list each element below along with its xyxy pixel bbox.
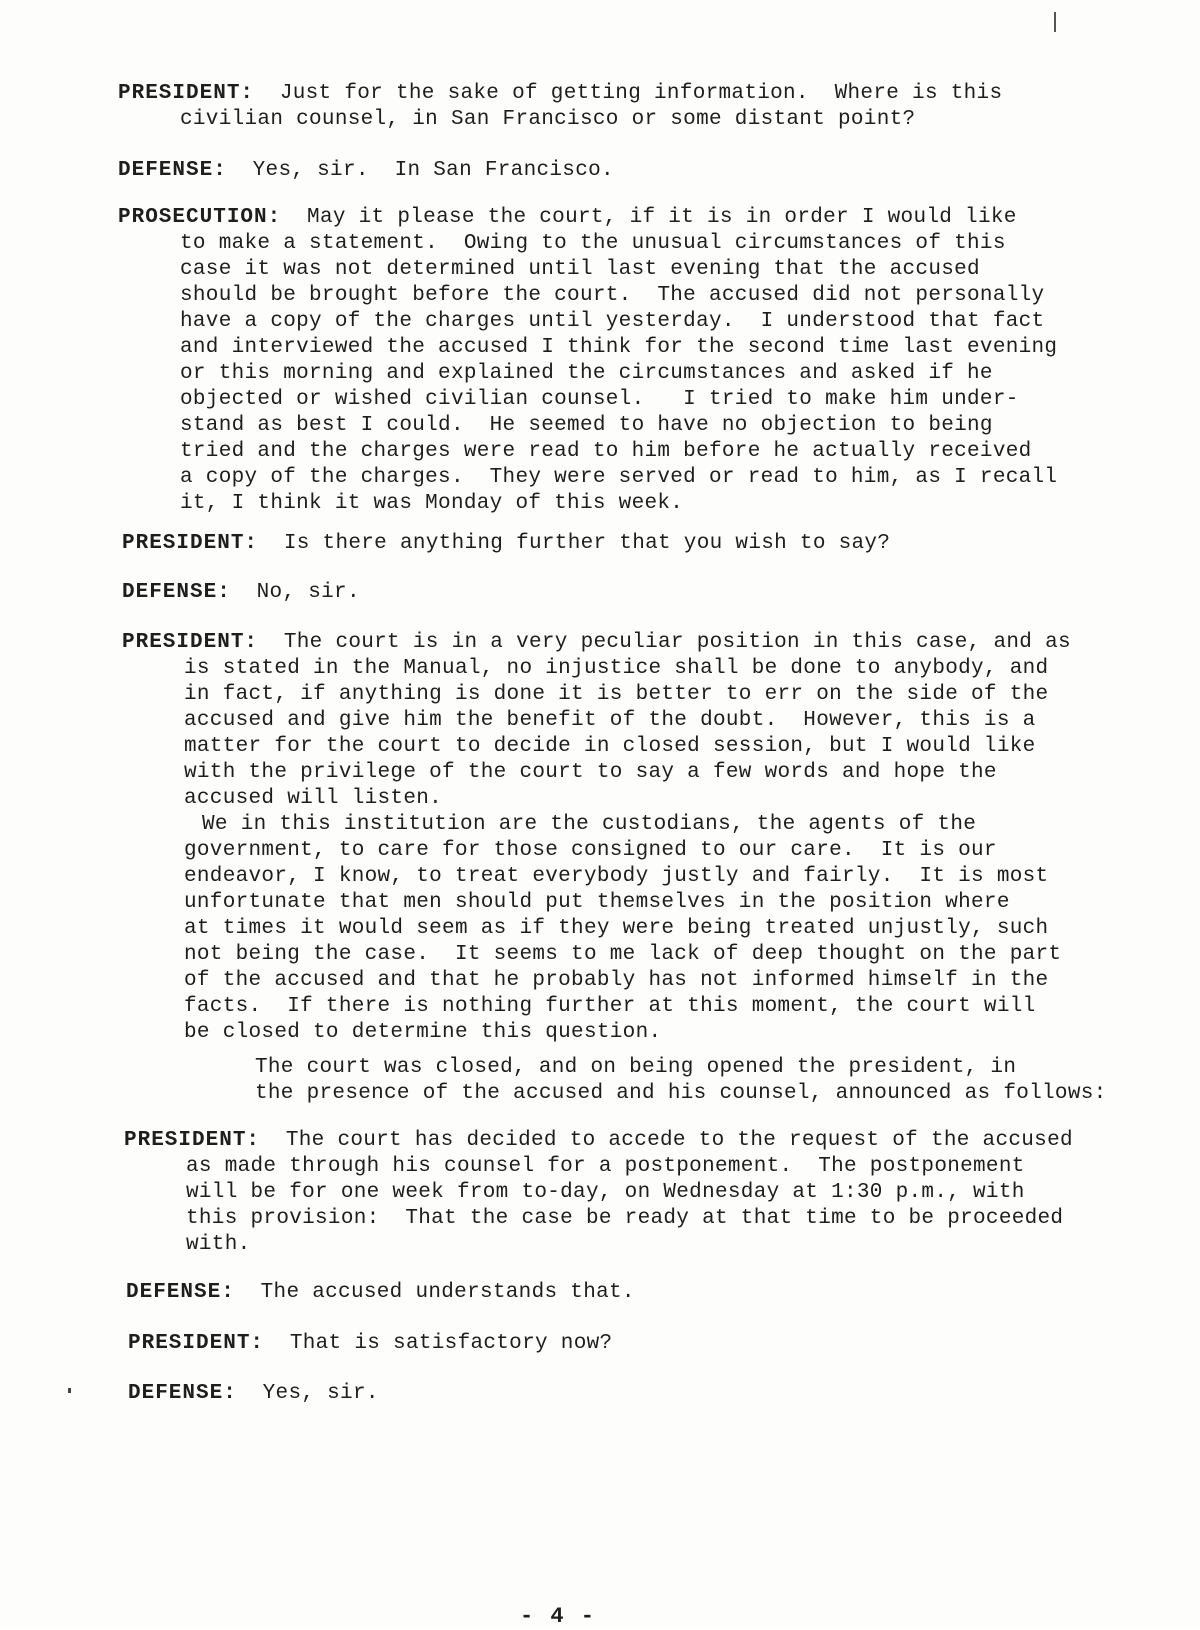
speaker-label: PRESIDENT: [128, 1332, 265, 1355]
speaker-label: PRESIDENT: [124, 1129, 261, 1152]
entry-text: accused and give him the benefit of the doubt. However, this is a [184, 709, 1036, 732]
court-narration [255, 1055, 1115, 1107]
speaker-label: PRESIDENT: [118, 82, 255, 105]
entry-text: May it please the court, if it is in order I would like [307, 206, 1017, 229]
transcript-entry-defense-3 [126, 1280, 1086, 1306]
speaker-label: DEFENSE: [128, 1382, 237, 1405]
transcript-entry-defense-1 [118, 158, 1078, 184]
entry-text: is stated in the Manual, no injustice shall be done to anybody, and [184, 657, 1049, 680]
margin-mark [1054, 12, 1056, 32]
entry-text: accused will listen. [184, 787, 443, 810]
entry-text: case it was not determined until last evening that the accused [180, 258, 980, 281]
entry-text: Yes, sir. In San Francisco. [252, 159, 614, 182]
entry-text: unfortunate that men should put themselves in the position where [184, 891, 1010, 914]
page-number: - 4 - [520, 1604, 597, 1629]
entry-text: stand as best I could. He seemed to have no objection to being [180, 414, 993, 437]
entry-text: matter for the court to decide in closed session, but I would like [184, 735, 1036, 758]
speaker-label: PRESIDENT: [122, 532, 259, 555]
entry-text: endeavor, I know, to treat everybody justly and fairly. It is most [184, 865, 1049, 888]
entry-text: as made through his counsel for a postponement. The postponement [186, 1155, 1025, 1178]
entry-text: The court is in a very peculiar position in this case, and as [283, 631, 1071, 654]
entry-text: not being the case. It seems to me lack of deep thought on the part [184, 943, 1062, 966]
transcript-entry-president-2 [122, 531, 1082, 557]
entry-text: it, I think it was Monday of this week. [180, 492, 684, 515]
entry-text: No, sir. [256, 581, 360, 604]
speaker-label: PROSECUTION: [118, 206, 282, 229]
entry-text: That is satisfactory now? [289, 1332, 613, 1355]
entry-text: with. [186, 1233, 251, 1256]
entry-text: civilian counsel, in San Francisco or some distant point? [180, 108, 916, 131]
entry-text: Just for the sake of getting information. Where is this [279, 82, 1003, 105]
entry-text: at times it would seem as if they were being treated unjustly, such [184, 917, 1049, 940]
entry-text: and interviewed the accused I think for the second time last evening [180, 336, 1058, 359]
ink-speck [68, 1388, 71, 1393]
entry-text: should be brought before the court. The accused did not personally [180, 284, 1045, 307]
entry-text: have a copy of the charges until yesterday. I understood that fact [180, 310, 1045, 333]
entry-text: or this morning and explained the circumstances and asked if he [180, 362, 993, 385]
entry-text: with the privilege of the court to say a few words and hope the [184, 761, 997, 784]
transcript-entry-defense-4 [128, 1381, 1088, 1407]
transcript-entry-prosecution [118, 205, 1078, 517]
entry-text: government, to care for those consigned to our care. It is our [184, 839, 997, 862]
entry-text: The accused understands that. [260, 1281, 635, 1304]
speaker-label: PRESIDENT: [122, 631, 259, 654]
entry-text: Is there anything further that you wish to say? [283, 532, 891, 555]
narration-text: the presence of the accused and his counsel, announced as follows: [255, 1082, 1107, 1105]
entry-text: tried and the charges were read to him before he actually received [180, 440, 1032, 463]
speaker-label: DEFENSE: [118, 159, 227, 182]
transcript-entry-president-3 [122, 630, 1082, 1046]
entry-text: to make a statement. Owing to the unusual circumstances of this [180, 232, 1006, 255]
entry-text: objected or wished civilian counsel. I tried to make him under- [180, 388, 1019, 411]
speaker-label: DEFENSE: [126, 1281, 235, 1304]
transcript-entry-president-1 [118, 81, 1078, 133]
transcript-entry-defense-2 [122, 580, 1082, 606]
entry-text: be closed to determine this question. [184, 1021, 662, 1044]
entry-text: of the accused and that he probably has not informed himself in the [184, 969, 1049, 992]
entry-text: Yes, sir. [262, 1382, 379, 1405]
transcript-entry-president-4 [124, 1128, 1084, 1258]
entry-text: will be for one week from to-day, on Wednesday at 1:30 p.m., with [186, 1181, 1025, 1204]
entry-text: a copy of the charges. They were served or read to him, as I recall [180, 466, 1058, 489]
narration-text: The court was closed, and on being opened the president, in [255, 1056, 1017, 1079]
speaker-label: DEFENSE: [122, 581, 231, 604]
transcript-entry-president-5 [128, 1331, 1088, 1357]
entry-text: We in this institution are the custodians, the agents of the [202, 813, 977, 836]
entry-text: this provision: That the case be ready at that time to be proceeded [186, 1207, 1064, 1230]
entry-text: facts. If there is nothing further at this moment, the court will [184, 995, 1036, 1018]
entry-text: in fact, if anything is done it is better to err on the side of the [184, 683, 1049, 706]
entry-text: The court has decided to accede to the request of the accused [285, 1129, 1073, 1152]
